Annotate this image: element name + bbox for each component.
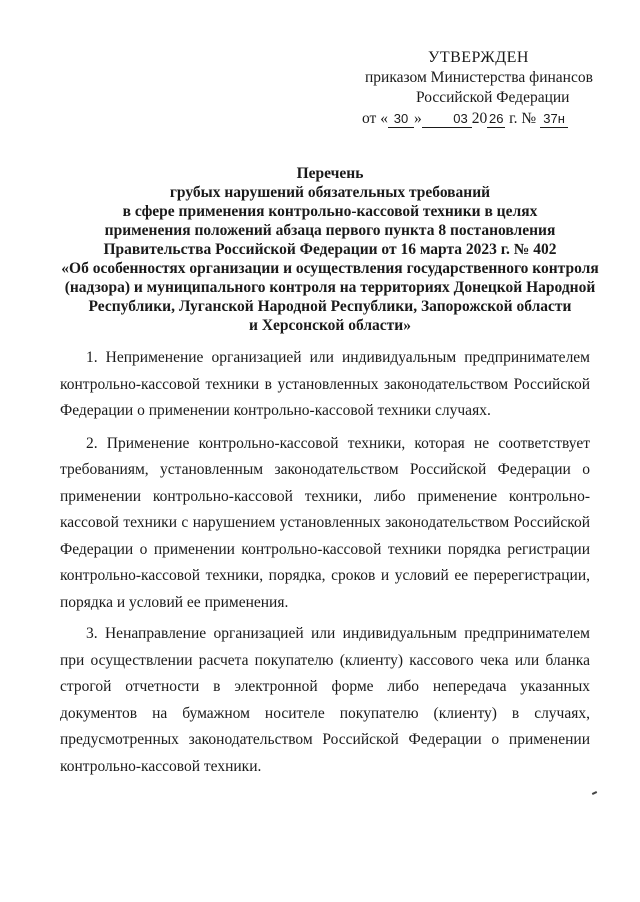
- heading-line: и Херсонской области»: [249, 317, 411, 334]
- approval-issuer-line: приказом Министерства финансов: [365, 69, 593, 86]
- approval-country-line: Российской Федерации: [416, 89, 570, 106]
- year-label: г. №: [505, 110, 537, 127]
- heading-line: применения положений абзаца первого пункта 8 постановления: [104, 222, 556, 239]
- approval-month-field: 03: [422, 111, 472, 128]
- date-quote-close: »: [413, 110, 422, 127]
- heading-line: «Об особенностях организации и осуществления государственного контроля: [61, 260, 599, 277]
- approval-year-field: 26: [488, 111, 504, 126]
- year-prefix: 20: [471, 110, 488, 127]
- heading-line: (надзора) и муниципального контроля на территориях Донецкой Народной: [64, 279, 596, 296]
- heading-line: грубых нарушений обязательных требований: [169, 184, 491, 201]
- approval-number-field: 37н: [540, 111, 568, 128]
- date-prefix: от «: [362, 110, 388, 127]
- heading-line: Республики, Луганской Народной Республики, Запорожской области: [88, 298, 572, 315]
- approval-date-line: [362, 109, 568, 129]
- document-heading: [40, 164, 620, 335]
- paragraph-1: 1. Неприменение организацией или индивидуальным предпринимателем контрольно-кассовой техники в установленных законодательством Российской Федерации о применении контрольно-кассовой техники случаях.: [60, 349, 590, 419]
- paragraph-2: 2. Применение контрольно-кассовой техники, которая не соответствует требованиям, установленным законодательством Российской Федерации о применении контрольно-кассовой техники, либо применение контрольно-кассовой техники с нарушением установленных законодательством Российской Федерации о применении контрольно-кассовой техники порядка регистрации контрольно-кассовой техники, порядка, сроков и условий ее перерегистрации, порядка и условий ее применения.: [60, 434, 590, 611]
- heading-line: Перечень: [296, 165, 364, 182]
- document-body: [60, 345, 590, 785]
- paragraph-3: 3. Ненаправление организацией или индивидуальным предпринимателем при осуществлении расчета покупателю (клиенту) кассового чека или бланка строгой отчетности в электронной форме либо непередача указанных документов на бумажном носителе покупателю (клиенту) в случаях, предусмотренных законодательством Российской Федерации о применении контрольно-кассовой техники.: [60, 625, 590, 775]
- approval-day-field: 30: [388, 111, 414, 128]
- scan-artifact: [592, 791, 597, 795]
- heading-line: Правительства Российской Федерации от 16 марта 2023 г. № 402: [103, 241, 557, 258]
- approval-title: УТВЕРЖДЕН: [428, 49, 529, 66]
- heading-line: в сфере применения контрольно-кассовой техники в целях: [122, 203, 538, 220]
